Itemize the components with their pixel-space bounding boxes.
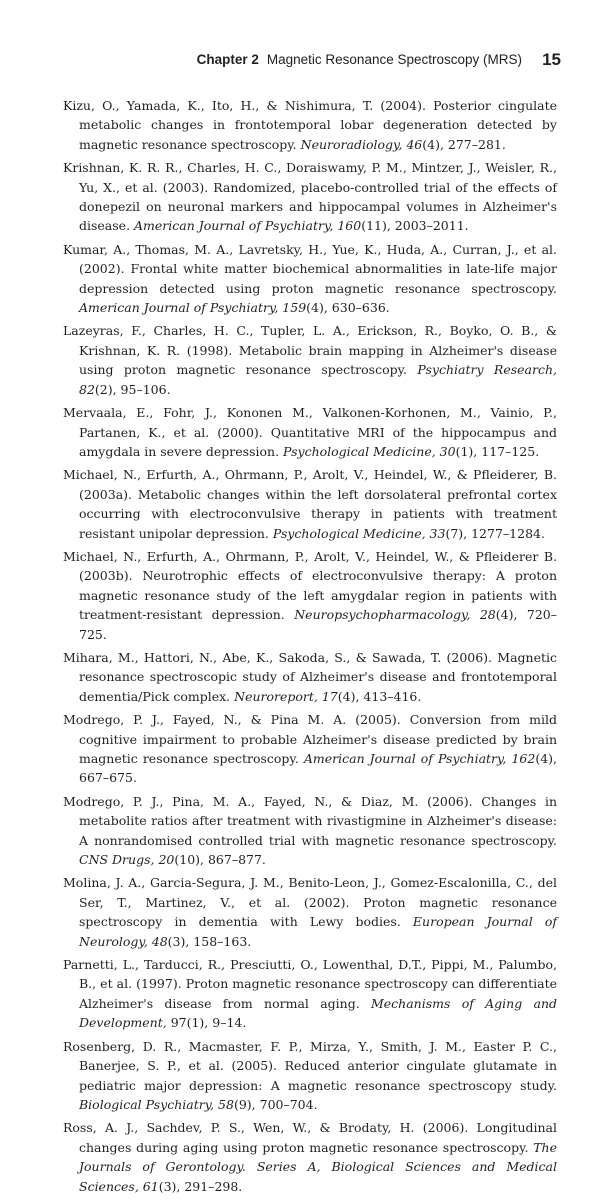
reference-pages: (4), 720–725. <box>79 607 557 642</box>
reference-text: Michael, N., Erfurth, A., Ohrmann, P., Arolt, V., Heindel, W., & Pfleiderer B. (2003b). Neurotrophic effects of electroconvulsive therapy: A proton magnetic resonance study of the left amygdalar region in patients with treatment-resistant depression. <box>63 548 557 623</box>
reference-item <box>63 1118 557 1196</box>
reference-pages: (7), 1277–1284. <box>445 525 545 541</box>
reference-pages: (1), 117–125. <box>455 443 540 459</box>
reference-pages: (4), 277–281. <box>422 136 506 152</box>
reference-journal: European Journal of Neurology, 48 <box>79 914 557 949</box>
reference-pages: (3), 291–298. <box>158 1178 243 1194</box>
reference-item <box>63 955 557 1033</box>
reference-pages: (11), 2003–2011. <box>361 218 469 234</box>
reference-item <box>63 321 557 399</box>
reference-journal: CNS Drugs, 20 <box>79 852 175 868</box>
reference-pages: (2), 95–106. <box>94 381 171 397</box>
reference-journal: American Journal of Psychiatry, 159 <box>79 300 307 316</box>
chapter-label: Chapter 2 <box>196 52 259 67</box>
reference-item <box>63 403 557 461</box>
reference-pages: (4), 630–636. <box>306 300 390 316</box>
reference-text: Michael, N., Erfurth, A., Ohrmann, P., Arolt, V., Heindel, W., & Pfleiderer, B. (2003a). Metabolic changes within the left dorsolateral prefrontal cortex occurring with electroconvulsive therapy in patients with treatment resistant unipolar depression. <box>63 467 557 541</box>
reference-journal: Neuropsychopharmacology, 28 <box>294 607 496 623</box>
reference-text: Parnetti, L., Tarducci, R., Presciutti, O., Lowenthal, D.T., Pippi, M., Palumbo, B., et al. (1997). Proton magnetic resonance spectroscopy can differentiate Alzheimer's disease from normal aging. <box>63 957 557 1011</box>
reference-journal: Neuroreport, 17 <box>234 688 338 704</box>
reference-text: Rosenberg, D. R., Macmaster, F. P., Mirza, Y., Smith, J. M., Easter P. C., Banerjee, S. P., et al. (2005). Reduced anterior cingulate glutamate in pediatric major depression: A magnetic resonance spectroscopy study. <box>63 1038 557 1093</box>
reference-journal: American Journal of Psychiatry, 162 <box>303 751 536 766</box>
reference-text: Modrego, P. J., Fayed, N., & Pina M. A. (2005). Conversion from mild cognitive impairment to probable Alzheimer's disease predicted by brain magnetic resonance spectroscopy. <box>63 712 557 766</box>
reference-text: Molina, J. A., Garcia-Segura, J. M., Benito-Leon, J., Gomez-Escalonilla, C., del Ser, T., Martinez, V., et al. (2002). Proton magnetic resonance spectroscopy in dementia with Lewy bodies. <box>63 875 557 930</box>
page-number: 15 <box>542 50 561 69</box>
reference-pages: (10), 867–877. <box>174 852 266 868</box>
reference-journal: Neuroradiology, 46 <box>300 136 423 152</box>
reference-list <box>63 96 557 1200</box>
reference-text: Mihara, M., Hattori, N., Abe, K., Sakoda, S., & Sawada, T. (2006). Magnetic resonance spectroscopic study of Alzheimer's disease and frontotemporal dementia/Pick complex. <box>63 649 557 704</box>
reference-item <box>63 96 557 154</box>
reference-pages: (4), 413–416. <box>337 688 422 704</box>
reference-pages: (4), 667–675. <box>79 751 557 786</box>
reference-pages: (9), 700–704. <box>233 1096 318 1112</box>
reference-journal: Mechanisms of Aging and Development, <box>79 995 557 1031</box>
reference-text: Krishnan, K. R. R., Charles, H. C., Doraiswamy, P. M., Mintzer, J., Weisler, R., Yu, X., et al. (2003). Randomized, placebo-controlled trial of the effects of donepezil on neuronal markers and hippocampal volumes in Alzheimer's disease. <box>63 160 557 234</box>
reference-journal: American Journal of Psychiatry, 160 <box>134 218 362 234</box>
reference-item <box>63 158 557 236</box>
reference-item <box>63 1037 557 1115</box>
reference-item <box>63 710 557 788</box>
running-header <box>0 50 614 74</box>
reference-text: Modrego, P. J., Pina, M. A., Fayed, N., & Diaz, M. (2006). Changes in metabolite ratios after treatment with rivastigmine in Alzheimer's disease: A nonrandomised controlled trial with magnetic resonance spectroscopy. <box>63 793 557 848</box>
reference-journal: Psychological Medicine, 33 <box>272 525 446 541</box>
reference-item <box>63 240 557 318</box>
reference-text: Kizu, O., Yamada, K., Ito, H., & Nishimura, T. (2004). Posterior cingulate metabolic changes in frontotemporal lobar degeneration detected by magnetic resonance spectroscopy. <box>63 98 557 152</box>
reference-text: Mervaala, E., Fohr, J., Kononen M., Valkonen-Korhonen, M., Vainio, P., Partanen, K., et al. (2000). Quantitative MRI of the hippocampus and amygdala in severe depression. <box>63 405 557 459</box>
reference-text: Ross, A. J., Sachdev, P. S., Wen, W., & Brodaty, H. (2006). Longitudinal changes during aging using proton magnetic resonance spectroscopy. <box>63 1120 557 1155</box>
chapter-title: Magnetic Resonance Spectroscopy (MRS) <box>266 52 522 67</box>
reference-item <box>63 465 557 543</box>
reference-text: Kumar, A., Thomas, M. A., Lavretsky, H., Yue, K., Huda, A., Curran, J., et al. (2002). Frontal white matter biochemical abnormalities in late-life major depression detected using proton magnetic resonance spectroscopy. <box>63 241 557 296</box>
reference-pages: 97(1), 9–14. <box>170 1015 247 1031</box>
running-head <box>197 52 522 67</box>
reference-journal: Psychological Medicine, 30 <box>283 443 456 459</box>
reference-text: Lazeyras, F., Charles, H. C., Tupler, L. A., Erickson, R., Boyko, O. B., & Krishnan, K. R. (1998). Metabolic brain mapping in Alzheimer's disease using proton magnetic resonance spectroscopy. <box>63 323 557 378</box>
reference-item <box>63 648 557 706</box>
reference-item <box>63 547 557 644</box>
reference-item <box>63 873 557 951</box>
reference-journal: The Journals of Gerontology. Series A, Biological Sciences and Medical Sciences, 61 <box>79 1139 557 1194</box>
reference-item <box>63 792 557 870</box>
reference-pages: (3), 158–163. <box>167 933 252 949</box>
reference-journal: Psychiatry Research, 82 <box>79 362 557 397</box>
reference-journal: Biological Psychiatry, 58 <box>79 1096 234 1112</box>
